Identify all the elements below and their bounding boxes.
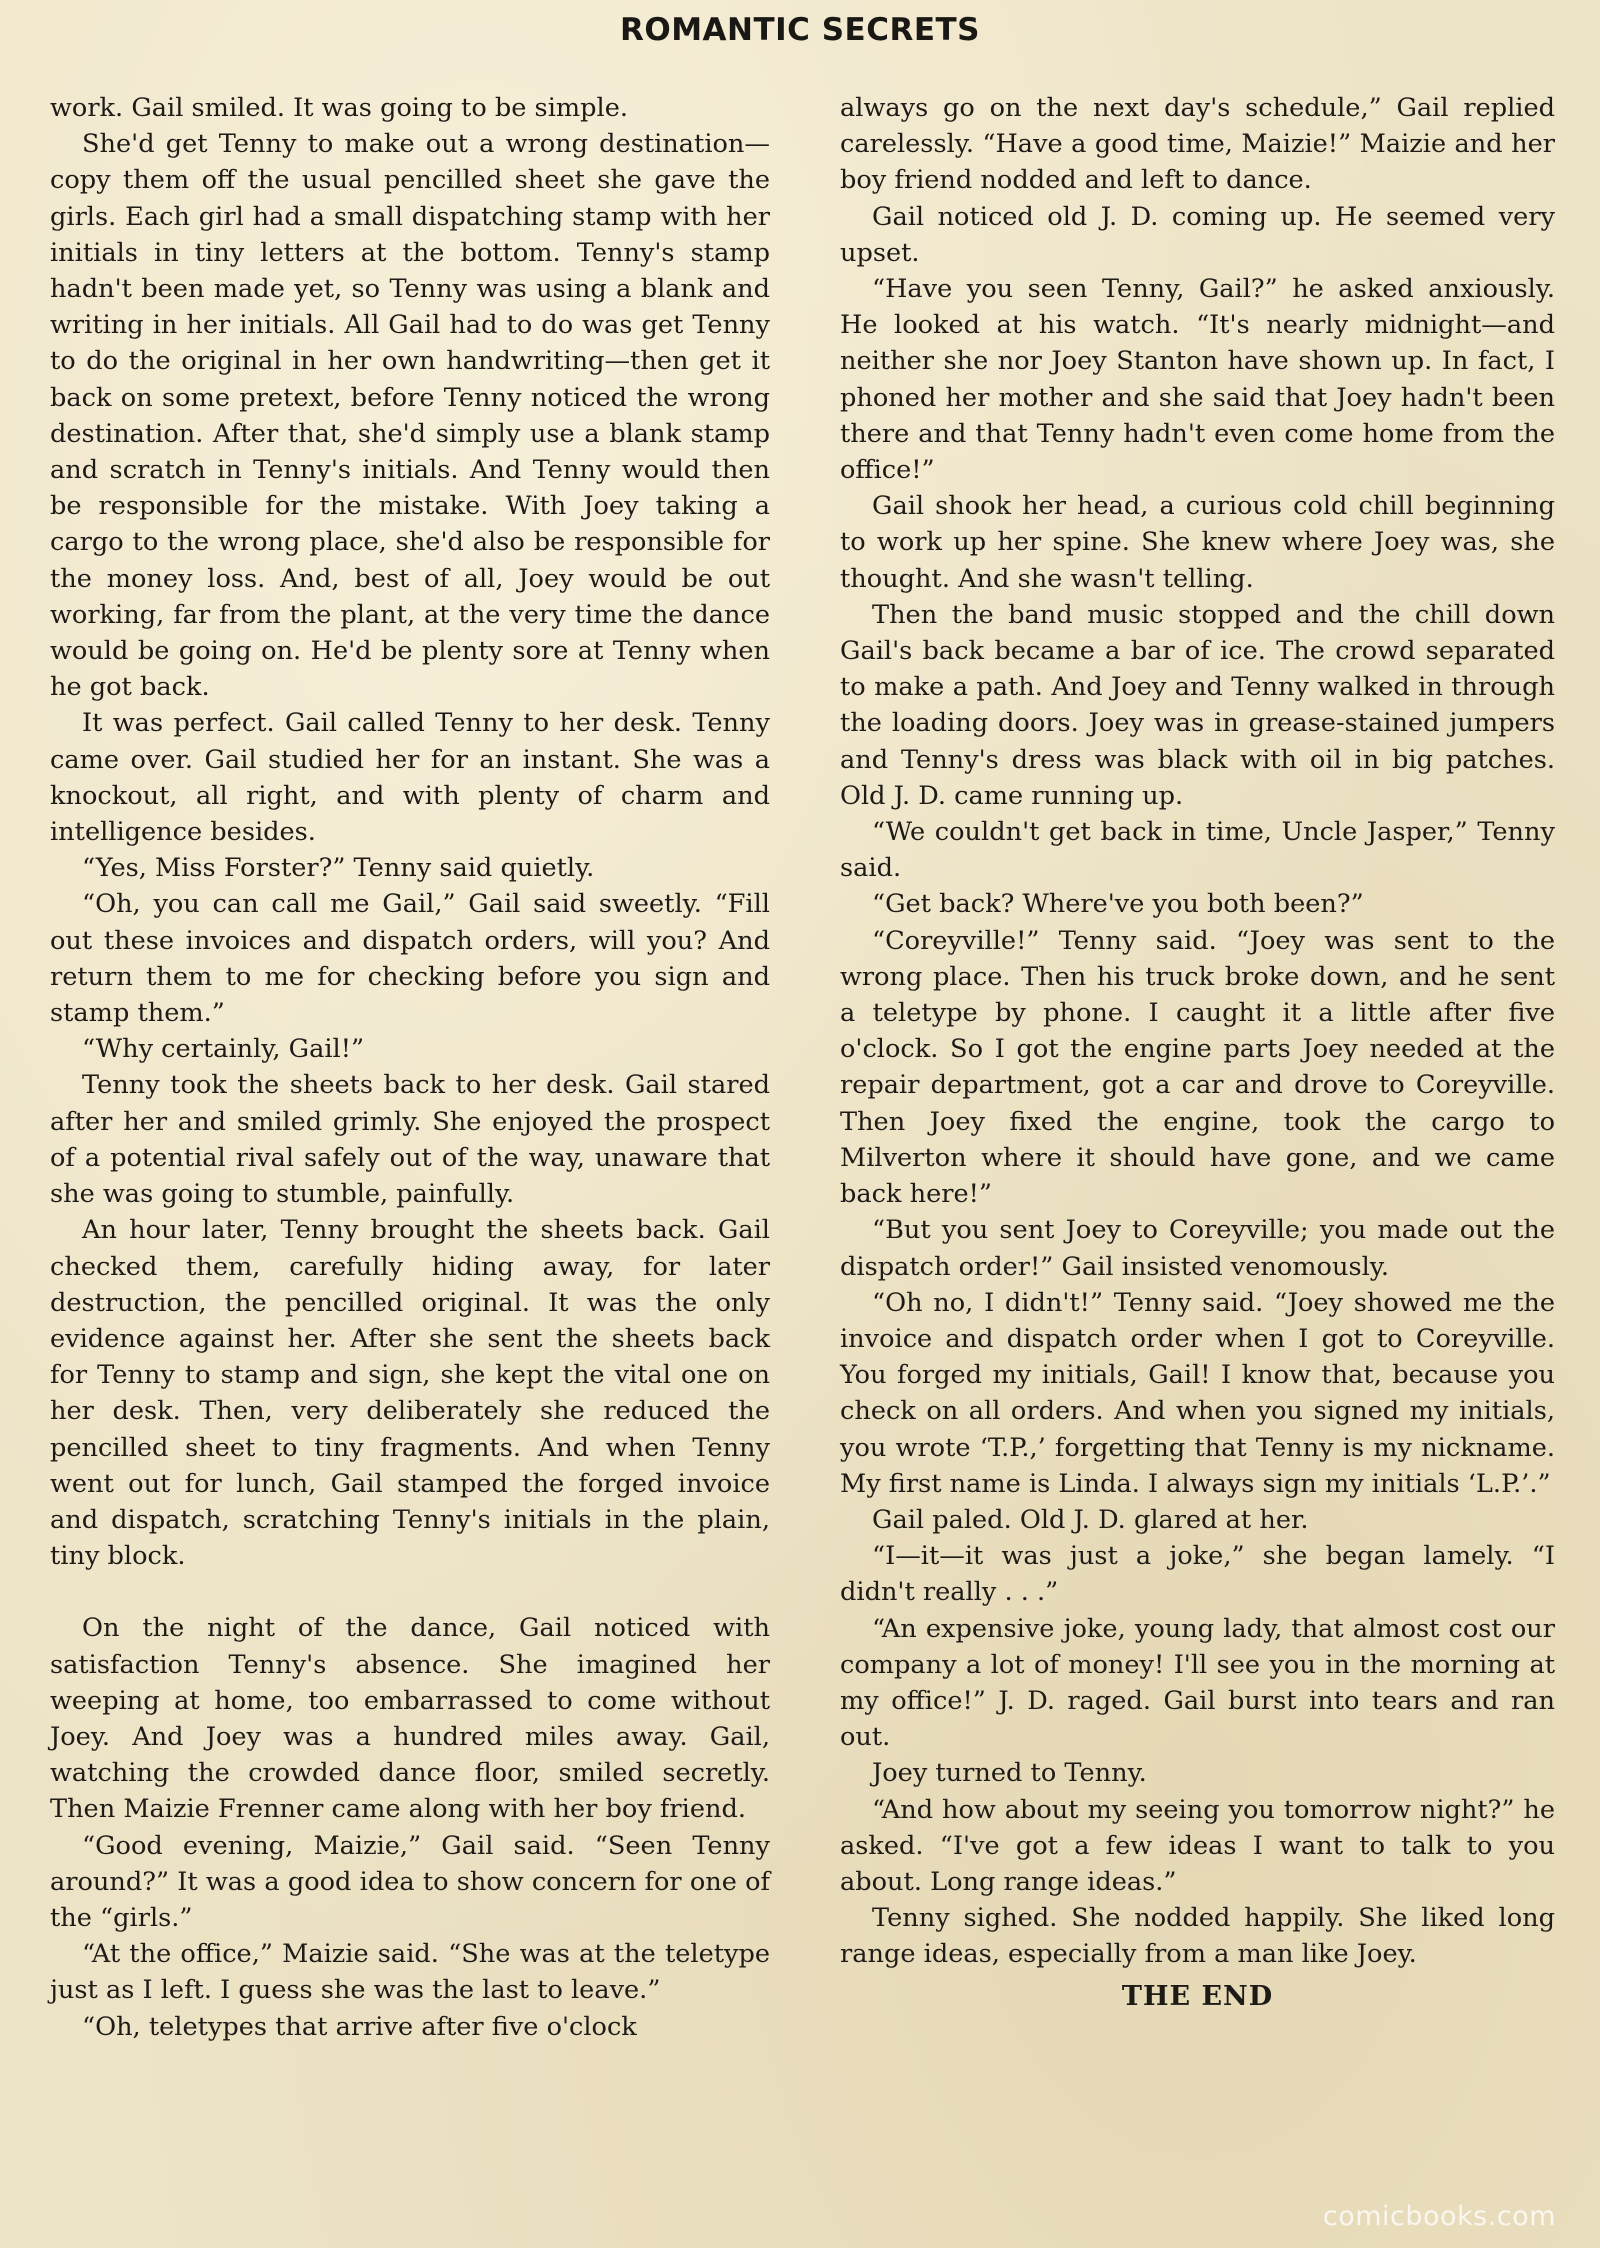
paragraph: It was perfect. Gail called Tenny to her desk. Tenny came over. Gail studied her for an instant. She was a knockout, all right, and with plenty of charm and intelligence besides. [50,708,770,848]
paragraph: Gail shook her head, a curious cold chill beginning to work up her spine. She knew where Joey was, she thought. And she wasn't telling. [840,491,1555,594]
paragraph: Tenny sighed. She nodded happily. She liked long range ideas, especially from a man like Joey. [840,1903,1555,1970]
paragraph: “I—it—it was just a joke,” she began lamely. “I didn't really . . .” [840,1541,1555,1608]
paragraph: Gail paled. Old J. D. glared at her. [872,1504,1309,1535]
paragraph: “Oh, you can call me Gail,” Gail said sweetly. “Fill out these invoices and dispatch orders, will you? And return them to me for checking before you sign and stamp them.” [50,889,770,1029]
right-text-column [840,90,1555,2015]
paragraph: “Get back? Where've you both been?” [872,889,1364,920]
paragraph: always go on the next day's schedule,” Gail replied carelessly. “Have a good time, Maizie!” Maizie and her boy friend nodded and left to dance. [840,93,1555,196]
paragraph: “An expensive joke, young lady, that almost cost our company a lot of money! I'll see you in the morning at my office!” J. D. raged. Gail burst into tears and ran out. [840,1613,1555,1753]
paragraph: “Good evening, Maizie,” Gail said. “Seen Tenny around?” It was a good idea to show concern for one of the “girls.” [50,1830,770,1933]
paragraph: “Why certainly, Gail!” [82,1034,365,1065]
paragraph: She'd get Tenny to make out a wrong destination—copy them off the usual pencilled sheet she gave the girls. Each girl had a small dispatching stamp with her initials in tiny letters at the bottom. Tenny's stamp hadn't been made yet, so Tenny was using a blank and writing in her initials. All Gail had to do was get Tenny to do the original in her own handwriting—then get it back on some pretext, before Tenny noticed the wrong destination. After that, she'd simply use a blank stamp and scratch in Tenny's initials. And Tenny would then be responsible for the mistake. With Joey taking a cargo to the wrong place, she'd also be responsible for the money loss. And, best of all, Joey would be out working, far from the plant, at the very time the dance would be going on. He'd be plenty sore at Tenny when he got back. [50,129,770,703]
paragraph: “We couldn't get back in time, Uncle Jasper,” Tenny said. [840,817,1555,884]
paragraph: “Yes, Miss Forster?” Tenny said quietly. [82,853,595,884]
paragraph: “And how about my seeing you tomorrow night?” he asked. “I've got a few ideas I want to talk to you about. Long range ideas.” [840,1794,1555,1897]
paragraph: “But you sent Joey to Coreyville; you made out the dispatch order!” Gail insisted venomously. [840,1215,1555,1282]
paragraph: “Oh no, I didn't!” Tenny said. “Joey showed me the invoice and dispatch order when I got to Coreyville. You forged my initials, Gail! I know that, because you check on all orders. And when you signed my initials, you wrote ‘T.P.,’ forgetting that Tenny is my nickname. My first name is Linda. I always sign my initials ‘L.P.’.” [840,1287,1555,1499]
paragraph: Then the band music stopped and the chill down Gail's back became a bar of ice. The crowd separated to make a path. And Joey and Tenny walked in through the loading doors. Joey was in grease-stained jumpers and Tenny's dress was black with oil in big patches. Old J. D. came running up. [840,599,1555,811]
paragraph: “Oh, teletypes that arrive after five o'clock [82,2011,637,2042]
the-end-label: THE END [1121,1980,1274,2012]
paragraph: On the night of the dance, Gail noticed with satisfaction Tenny's absence. She imagined her weeping at home, too embarrassed to come without Joey. And Joey was a hundred miles away. Gail, watching the crowded dance floor, smiled secretly. Then Maizie Frenner came along with her boy friend. [50,1613,770,1825]
paragraph: “Coreyville!” Tenny said. “Joey was sent to the wrong place. Then his truck broke down, and he sent a teletype by phone. I caught it a little after five o'clock. So I got the engine parts Joey needed at the repair department, got a car and drove to Coreyville. Then Joey fixed the engine, took the cargo to Milverton where it should have gone, and we came back here!” [840,925,1555,1210]
site-watermark: comicbooks.com [1322,2201,1556,2232]
paragraph: An hour later, Tenny brought the sheets back. Gail checked them, carefully hiding away, for later destruction, the pencilled original. It was the only evidence against her. After she sent the sheets back for Tenny to stamp and sign, she kept the vital one on her desk. Then, very deliberately she reduced the pencilled sheet to tiny fragments. And when Tenny went out for lunch, Gail stamped the forged invoice and dispatch, scratching Tenny's initials in the plain, tiny block. [50,1215,770,1572]
paragraph: Gail noticed old J. D. coming up. He seemed very upset. [840,201,1555,268]
paragraph: Joey turned to Tenny. [872,1758,1147,1789]
paragraph: Tenny took the sheets back to her desk. Gail stared after her and smiled grimly. She enjoyed the prospect of a potential rival safely out of the way, unaware that she was going to stumble, painfully. [50,1070,770,1210]
page-running-head: ROMANTIC SECRETS [619,12,980,48]
paragraph: “Have you seen Tenny, Gail?” he asked anxiously. He looked at his watch. “It's nearly midnight—and neither she nor Joey Stanton have shown up. In fact, I phoned her mother and she said that Joey hadn't been there and that Tenny hadn't even come home from the office!” [840,274,1555,486]
left-text-column [50,90,770,2045]
paragraph: “At the office,” Maizie said. “She was at the teletype just as I left. I guess she was the last to leave.” [50,1939,770,2006]
paragraph: work. Gail smiled. It was going to be simple. [50,93,628,123]
